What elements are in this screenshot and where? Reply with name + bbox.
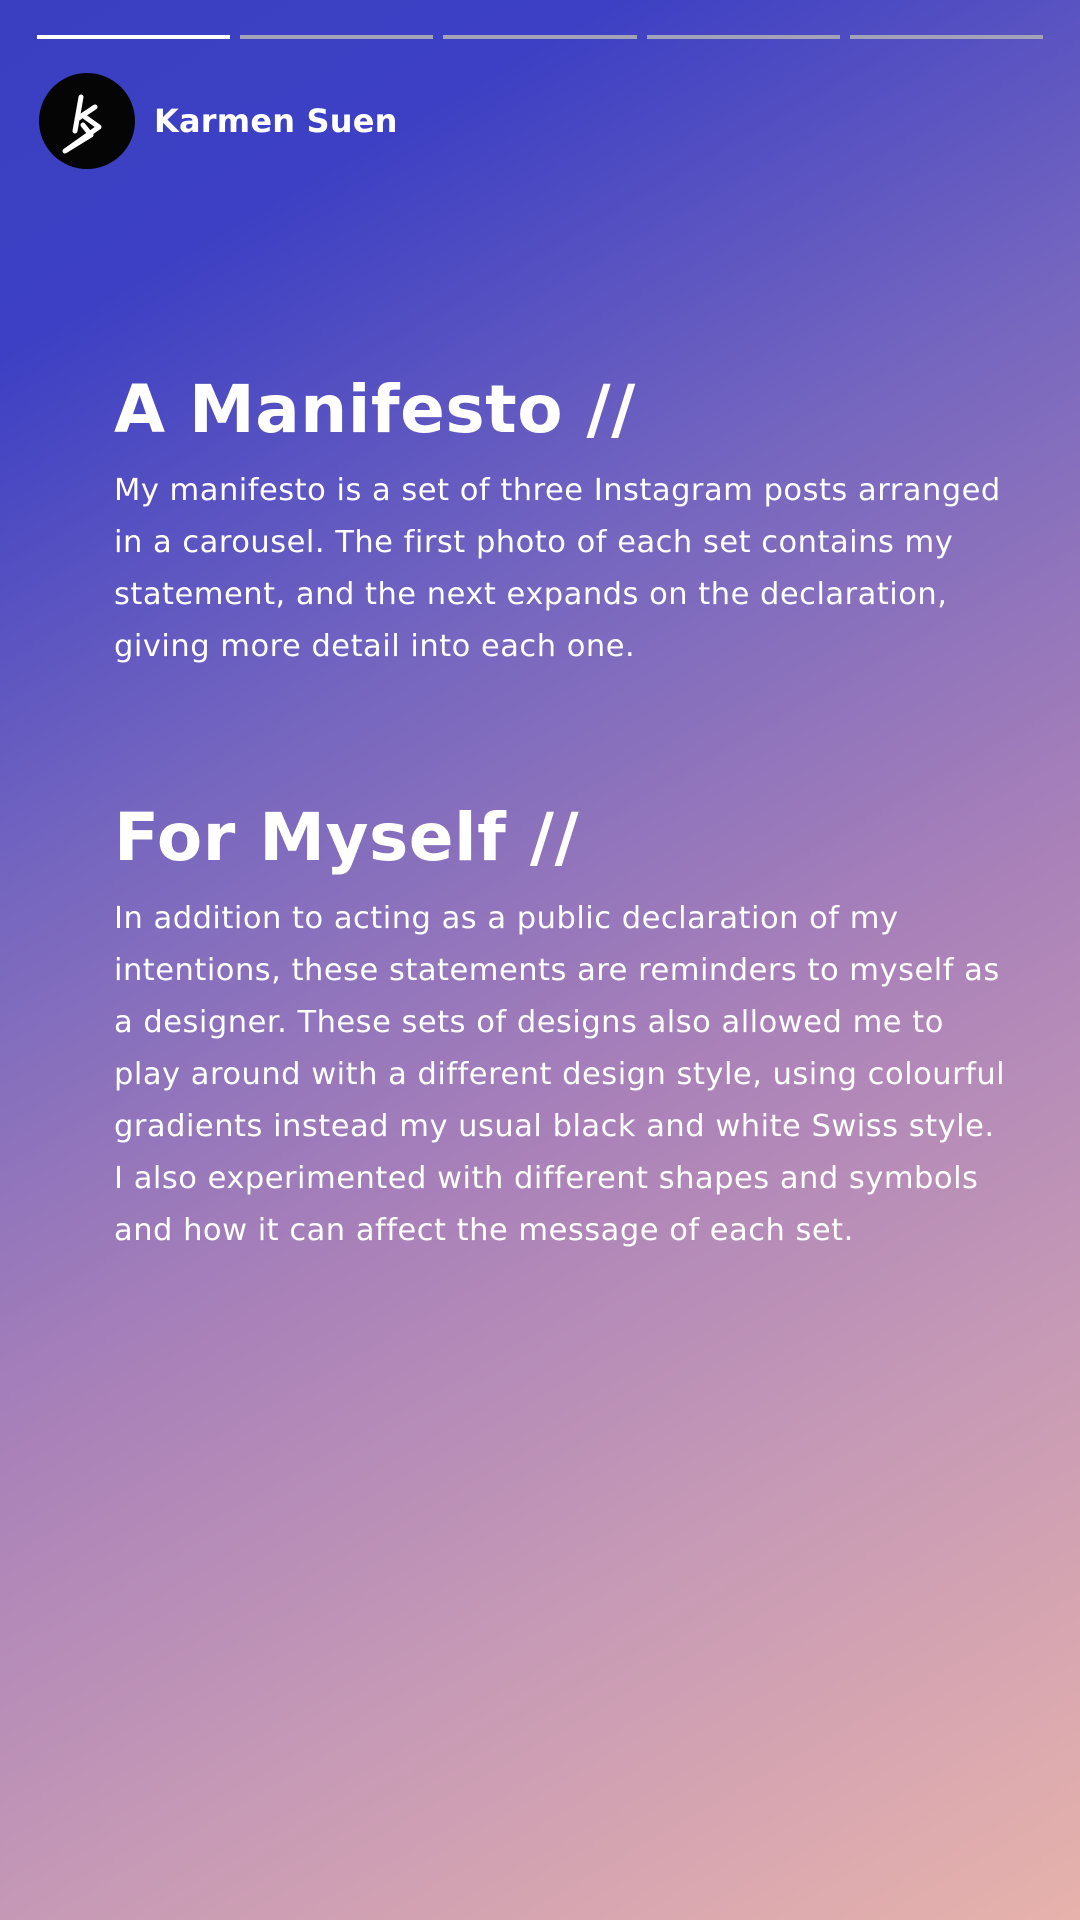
section-for-myself xyxy=(114,798,1014,1257)
story-header xyxy=(39,73,398,169)
author-name[interactable]: Karmen Suen xyxy=(154,102,398,140)
progress-segment-2[interactable] xyxy=(240,35,433,39)
progress-segment-1[interactable] xyxy=(37,35,230,39)
progress-segment-4[interactable] xyxy=(647,35,840,39)
section-title: A Manifesto // xyxy=(114,371,636,448)
ks-monogram-icon xyxy=(39,73,135,169)
section-body: In addition to acting as a public declaration of my intentions, these statements are reminders to myself as a designer. These sets of designs also allowed me to play around with a different design style, using colourful gradients instead my usual black and white Swiss style. I also experimented with different shapes and symbols and how it can affect the message of each set. xyxy=(114,901,1006,1248)
avatar[interactable] xyxy=(39,73,135,169)
section-manifesto xyxy=(114,370,1014,673)
section-body: My manifesto is a set of three Instagram posts arranged in a carousel. The first photo of each set contains my statement, and the next expands on the declaration, giving more detail into each one. xyxy=(114,473,1001,664)
progress-segment-5[interactable] xyxy=(850,35,1043,39)
section-title: For Myself // xyxy=(114,799,580,876)
story-content xyxy=(114,370,1014,1257)
progress-segment-3[interactable] xyxy=(443,35,636,39)
story-progress-bar xyxy=(37,35,1043,39)
